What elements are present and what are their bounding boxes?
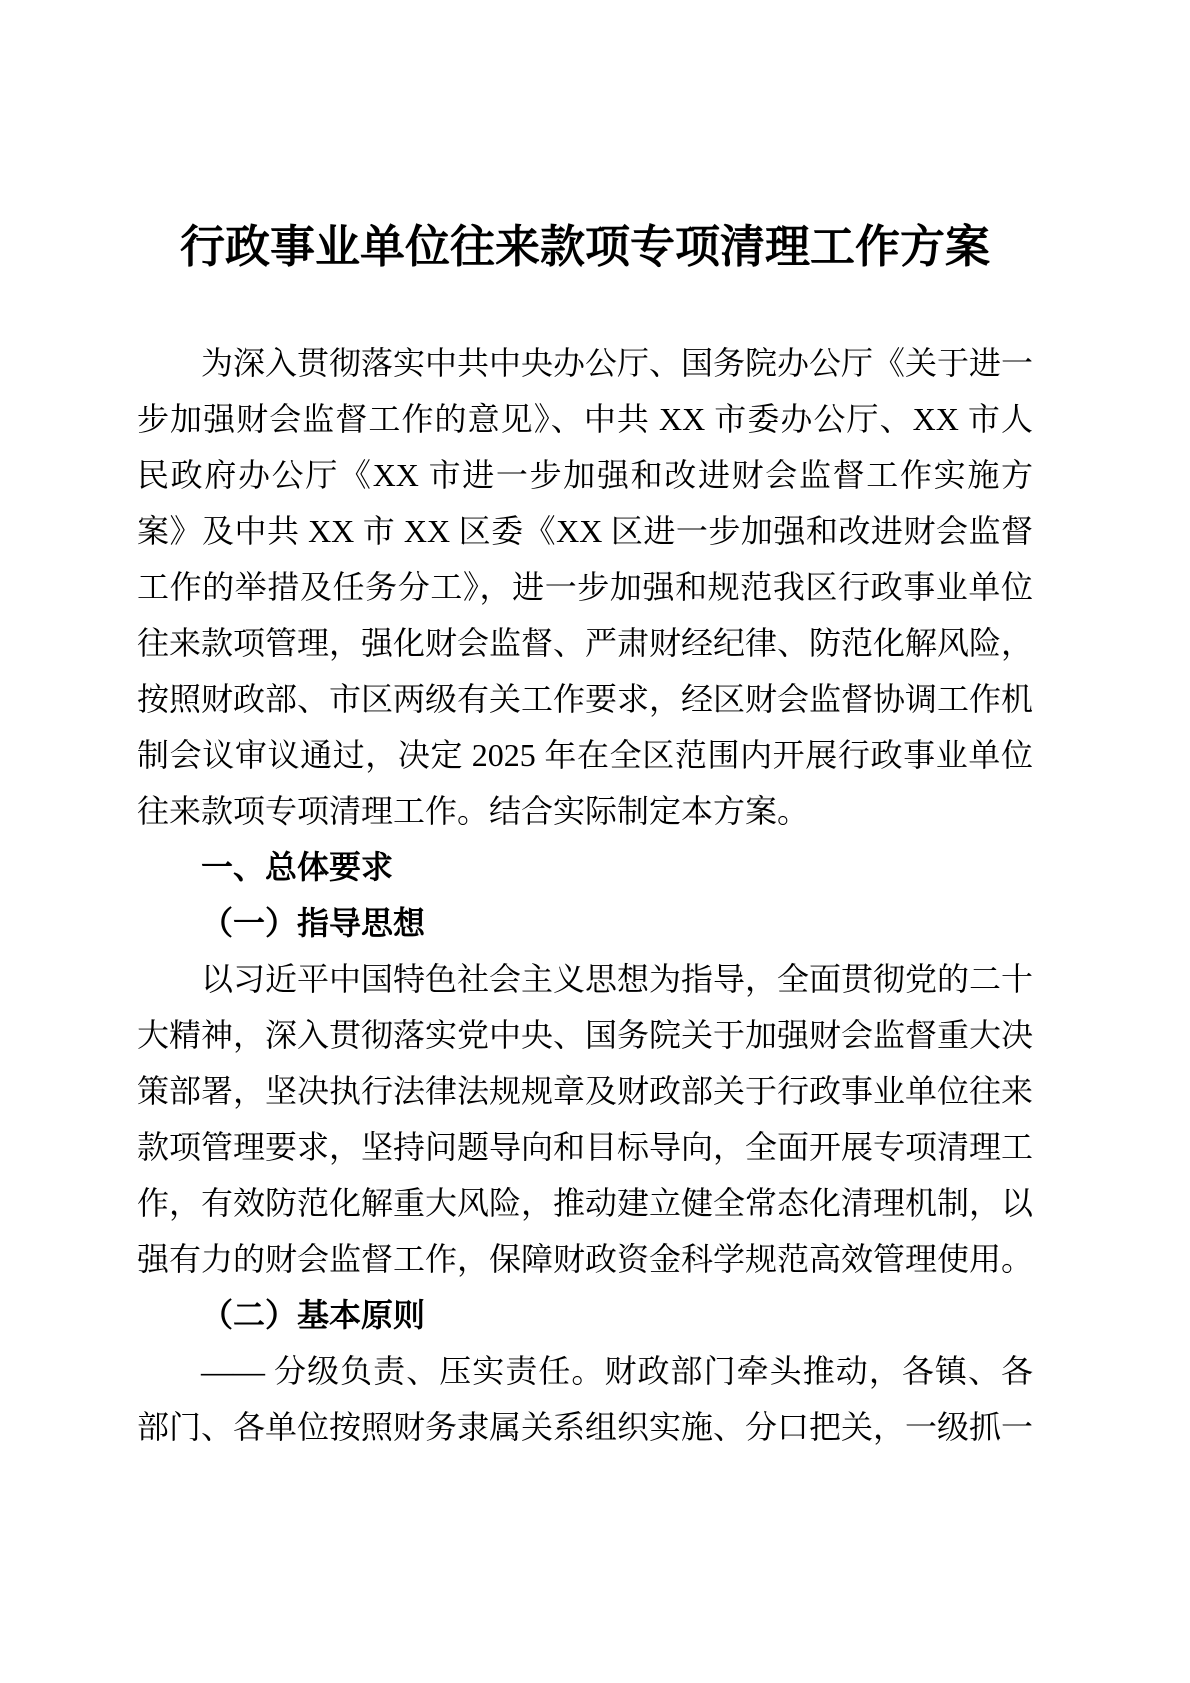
heading-guiding-ideology: （一）指导思想 bbox=[201, 905, 426, 941]
paragraph-intro: 为深入贯彻落实中共中央办公厅、国务院办公厅《关于进一步加强财会监督工作的意见》、中共 XX 市委办公厅、XX 市人民政府办公厅《XX 市进一步加强和改进财会监督工作实施方案》及中共 XX 市 XX 区委《XX 区进一步加强和改进财会监督工作的举措及任务分工》，进一步加强和规范我区行政事业单位往来款项管理，强化财会监督、严肃财经纪律、防范化解风险，按照财政部、市区两级有关工作要求，经区财会监督协调工作机制会议审议通过，决定 2025 年在全区范围内开展行政事业单位往来款项专项清理工作。结合实际制定本方案。 bbox=[137, 345, 1034, 829]
paragraph-guiding-ideology: 以习近平中国特色社会主义思想为指导，全面贯彻党的二十大精神，深入贯彻落实党中央、国务院关于加强财会监督重大决策部署，坚决执行法律法规规章及财政部关于行政事业单位往来款项管理要求，坚持问题导向和目标导向，全面开展专项清理工作，有效防范化解重大风险，推动建立健全常态化清理机制，以强有力的财会监督工作，保障财政资金科学规范高效管理使用。 bbox=[137, 961, 1034, 1277]
paragraph-principle-graded-responsibility: —— 分级负责、压实责任。财政部门牵头推动，各镇、各部门、各单位按照财务隶属关系组织实施、分口把关，一级抓一 bbox=[137, 1353, 1034, 1445]
heading-overall-requirements: 一、总体要求 bbox=[201, 849, 394, 885]
heading-basic-principles: （二）基本原则 bbox=[201, 1297, 426, 1333]
document-title: 行政事业单位往来款项专项清理工作方案 bbox=[179, 222, 990, 272]
